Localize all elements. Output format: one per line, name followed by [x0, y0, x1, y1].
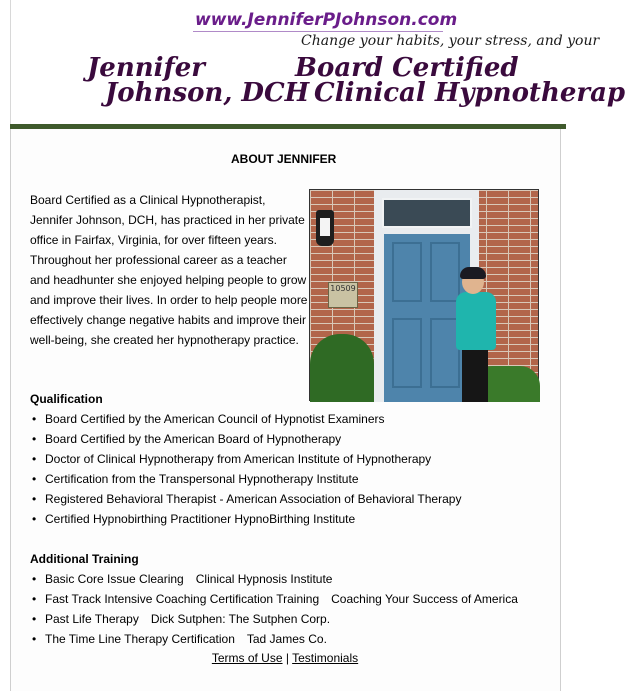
list-item: • Registered Behavioral Therapist - American Association of Behavioral Therapy: [30, 489, 461, 509]
training-org: Coaching Your Success of America: [331, 592, 518, 606]
banner-cert-line2: Clinical Hypnotherap: [314, 78, 625, 108]
list-item: • Doctor of Clinical Hypnotherapy from American Institute of Hypnotherapy: [30, 449, 461, 469]
footer-links: [0, 651, 566, 665]
list-item: [30, 569, 518, 589]
bush: [310, 334, 374, 402]
address-plaque: 10509: [328, 282, 358, 308]
training-list: [30, 569, 518, 649]
training-org: Clinical Hypnosis Institute: [195, 572, 333, 586]
banner-name-line1: Jennifer: [87, 53, 205, 83]
training-name: Fast Track Intensive Coaching Certification Training: [45, 592, 320, 606]
footer-separator: |: [285, 651, 289, 665]
list-item: • Board Certified by the American Council of Hypnotist Examiners: [30, 409, 461, 429]
header-divider: [10, 0, 11, 124]
training-name: Basic Core Issue Clearing: [45, 572, 184, 586]
training-name: Past Life Therapy: [45, 612, 139, 626]
qualification-heading: Qualification: [30, 392, 103, 406]
training-org: Tad James Co.: [246, 632, 327, 646]
banner-cert-line1: Board Certified: [295, 53, 519, 83]
office-door-photo: [309, 189, 539, 401]
person-jacket: [456, 292, 496, 350]
transom-window: [382, 198, 472, 228]
list-item: [30, 589, 518, 609]
training-heading: Additional Training: [30, 552, 139, 566]
testimonials-link[interactable]: Testimonials: [292, 651, 359, 665]
training-org: Dick Sutphen: The Sutphen Corp.: [150, 612, 331, 626]
site-url-link[interactable]: www.JenniferPJohnson.com: [195, 10, 458, 30]
banner-name-line2: Johnson, DCH: [105, 78, 310, 108]
list-item: [30, 609, 518, 629]
terms-of-use-link[interactable]: Terms of Use: [211, 651, 283, 665]
list-item: [30, 629, 518, 649]
person-hair: [460, 267, 486, 279]
list-item: • Board Certified by the American Board of Hypnotherapy: [30, 429, 461, 449]
url-underline: [193, 31, 443, 32]
lamp-glass: [320, 218, 330, 236]
site-header: [0, 0, 625, 124]
person-figure: [462, 348, 488, 402]
training-name: The Time Line Therapy Certification: [45, 632, 235, 646]
list-item: • Certification from the Transpersonal Hypnotherapy Institute: [30, 469, 461, 489]
qualification-list: [30, 409, 461, 529]
list-item: • Certified Hypnobirthing Practitioner HypnoBirthing Institute: [30, 509, 461, 529]
page-title: ABOUT JENNIFER: [231, 152, 337, 166]
intro-paragraph: Board Certified as a Clinical Hypnotherapist, Jennifer Johnson, DCH, has practiced in her private office in Fairfax, Virginia, for over fifteen years. Throughout her professional career as a teacher and headhunter she enjoyed helping people to grow and improve their lives. In order to help people more effectively change negative habits and improve their well-being, she created her hypnotherapy practice.: [30, 193, 308, 347]
tagline: Change your habits, your stress, and your: [301, 33, 600, 49]
